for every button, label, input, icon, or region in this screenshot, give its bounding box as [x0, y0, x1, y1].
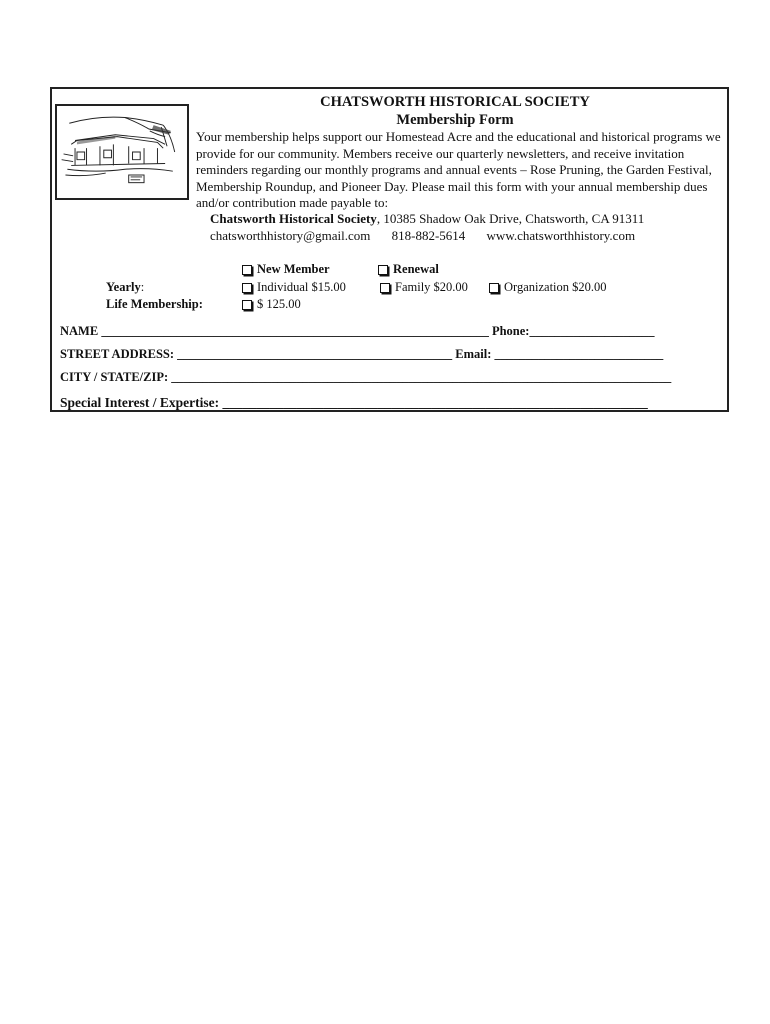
new-member-option[interactable]	[242, 262, 330, 277]
contact-phone: 818-882-5614	[391, 228, 466, 243]
city-state-zip-field[interactable]: CITY / STATE/ZIP: ________________________________________________________________________________	[60, 370, 672, 384]
yearly-label: Yearly	[106, 280, 141, 294]
renewal-option[interactable]	[378, 262, 439, 277]
life-membership-option[interactable]	[242, 297, 301, 312]
life-membership-price: $ 125.00	[257, 297, 301, 311]
individual-checkbox[interactable]	[242, 283, 252, 293]
family-option[interactable]	[380, 280, 468, 295]
life-membership-checkbox[interactable]	[242, 300, 252, 310]
individual-option[interactable]	[242, 280, 346, 295]
organization-checkbox[interactable]	[489, 283, 499, 293]
renewal-label: Renewal	[393, 262, 439, 276]
organization-label: Organization $20.00	[504, 280, 607, 294]
payee-line	[210, 211, 644, 227]
intro-text: Your membership helps support our Homestead Acre and the educational and historical programs we provide for our community. Members receive our quarterly newsletters, and receive invitation reminders regarding our monthly programs and annual events – Rose Pruning, the Garden Festival, Membership Roundup, and Pioneer Day. Please mail this form with your annual membership dues and/or contribution made payable to:	[196, 129, 721, 211]
special-interest-field[interactable]: Special Interest / Expertise: _______________________________________________________________	[60, 395, 648, 410]
new-member-checkbox[interactable]	[242, 265, 252, 275]
contact-website[interactable]: www.chatsworthhistory.com	[486, 228, 636, 243]
name-phone-field[interactable]: NAME ______________________________________________________________ Phone:____________________	[60, 324, 655, 338]
contact-line	[210, 228, 635, 244]
family-checkbox[interactable]	[380, 283, 390, 293]
payee-name: Chatsworth Historical Society	[210, 211, 377, 226]
new-member-label: New Member	[257, 262, 330, 276]
contact-email[interactable]: chatsworthhistory@gmail.com	[210, 228, 371, 243]
homestead-illustration	[55, 104, 189, 200]
organization-title: CHATSWORTH HISTORICAL SOCIETY	[320, 94, 590, 110]
organization-option[interactable]	[489, 280, 607, 295]
yearly-label-group	[106, 280, 144, 295]
form-title: Membership Form	[396, 112, 514, 128]
payee-address: , 10385 Shadow Oak Drive, Chatsworth, CA 91311	[376, 211, 645, 226]
individual-label: Individual $15.00	[257, 280, 346, 294]
family-label: Family $20.00	[395, 280, 468, 294]
street-email-field[interactable]: STREET ADDRESS: ____________________________________________ Email: ___________________________	[60, 347, 664, 361]
renewal-checkbox[interactable]	[378, 265, 388, 275]
yearly-colon: :	[140, 280, 145, 294]
life-membership-label: Life Membership:	[106, 297, 203, 311]
homestead-sketch-icon	[57, 106, 187, 198]
